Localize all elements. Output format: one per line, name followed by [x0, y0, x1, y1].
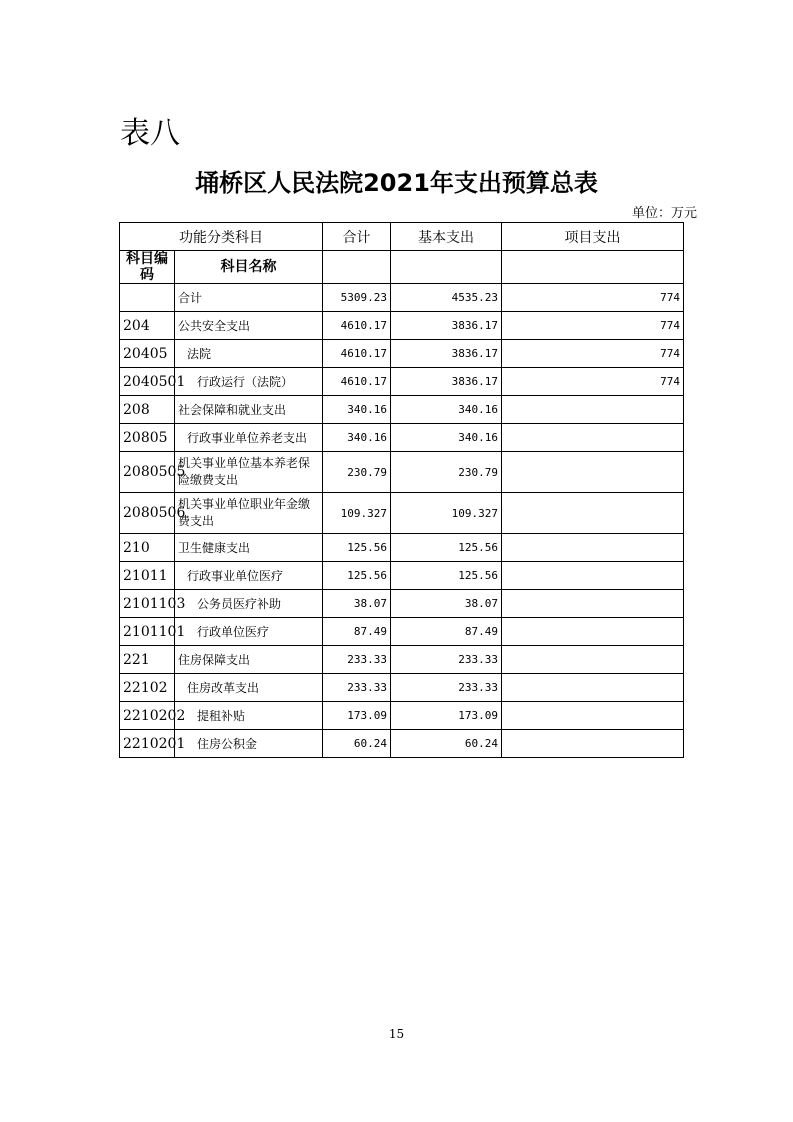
row-name: 社会保障和就业支出 [175, 396, 323, 424]
row-basic: 3836.17 [391, 340, 502, 368]
row-project: 774 [502, 284, 684, 312]
row-name: 卫生健康支出 [175, 534, 323, 562]
table-label: 表八 [120, 116, 180, 151]
row-code: 2080505 [120, 452, 175, 493]
row-name: 行政运行（法院） [175, 368, 323, 396]
row-basic: 4535.23 [391, 284, 502, 312]
row-total: 173.09 [323, 702, 391, 730]
header-basic: 基本支出 [391, 223, 502, 251]
row-code: 20405 [120, 340, 175, 368]
row-total: 340.16 [323, 396, 391, 424]
table-row [120, 424, 684, 452]
row-code [120, 284, 175, 312]
unit-label: 单位：万元 [631, 206, 697, 221]
row-project [502, 730, 684, 758]
row-basic: 125.56 [391, 534, 502, 562]
row-project [502, 562, 684, 590]
row-name: 公共安全支出 [175, 312, 323, 340]
row-total: 38.07 [323, 590, 391, 618]
header-row-1 [120, 223, 684, 251]
row-project [502, 646, 684, 674]
row-total: 233.33 [323, 674, 391, 702]
row-basic: 87.49 [391, 618, 502, 646]
table-row [120, 646, 684, 674]
row-project: 774 [502, 340, 684, 368]
row-project [502, 702, 684, 730]
page-number: 15 [388, 1027, 405, 1041]
row-code: 2101101 [120, 618, 175, 646]
row-total: 230.79 [323, 452, 391, 493]
document-title: 埇桥区人民法院2021年支出预算总表 [195, 169, 598, 197]
header-name: 科目名称 [175, 251, 323, 284]
row-name: 法院 [175, 340, 323, 368]
table-row [120, 562, 684, 590]
row-code: 20805 [120, 424, 175, 452]
row-name: 合计 [175, 284, 323, 312]
row-basic: 233.33 [391, 646, 502, 674]
row-project [502, 452, 684, 493]
row-total: 60.24 [323, 730, 391, 758]
table-row [120, 340, 684, 368]
row-basic: 340.16 [391, 396, 502, 424]
row-total: 125.56 [323, 534, 391, 562]
header-total: 合计 [323, 223, 391, 251]
row-project [502, 534, 684, 562]
row-code: 22102 [120, 674, 175, 702]
header-empty-cell [502, 251, 684, 284]
row-code: 204 [120, 312, 175, 340]
row-basic: 340.16 [391, 424, 502, 452]
row-name: 行政事业单位医疗 [175, 562, 323, 590]
row-project [502, 396, 684, 424]
header-functional-category: 功能分类科目 [120, 223, 323, 251]
row-name: 提租补贴 [175, 702, 323, 730]
row-basic: 38.07 [391, 590, 502, 618]
row-project: 774 [502, 368, 684, 396]
header-empty-cell [323, 251, 391, 284]
header-code: 科目编码 [120, 251, 175, 284]
row-name: 住房公积金 [175, 730, 323, 758]
row-code: 2040501 [120, 368, 175, 396]
row-name: 公务员医疗补助 [175, 590, 323, 618]
row-total: 4610.17 [323, 312, 391, 340]
table-row [120, 534, 684, 562]
row-name: 机关事业单位职业年金缴费支出 [175, 493, 323, 534]
row-code: 221 [120, 646, 175, 674]
row-code: 2080506 [120, 493, 175, 534]
row-code: 2210202 [120, 702, 175, 730]
table-row [120, 674, 684, 702]
row-project [502, 618, 684, 646]
row-total: 340.16 [323, 424, 391, 452]
row-basic: 125.56 [391, 562, 502, 590]
row-project [502, 493, 684, 534]
row-basic: 173.09 [391, 702, 502, 730]
header-project: 项目支出 [502, 223, 684, 251]
row-project: 774 [502, 312, 684, 340]
header-row-2 [120, 251, 684, 284]
row-name: 行政事业单位养老支出 [175, 424, 323, 452]
row-code: 2101103 [120, 590, 175, 618]
row-basic: 3836.17 [391, 368, 502, 396]
row-basic: 109.327 [391, 493, 502, 534]
table-row [120, 618, 684, 646]
row-project [502, 590, 684, 618]
header-empty-cell [391, 251, 502, 284]
table-row [120, 396, 684, 424]
table-row [120, 590, 684, 618]
row-name: 住房改革支出 [175, 674, 323, 702]
table-row [120, 730, 684, 758]
row-name: 住房保障支出 [175, 646, 323, 674]
row-basic: 3836.17 [391, 312, 502, 340]
table-row [120, 702, 684, 730]
row-total: 233.33 [323, 646, 391, 674]
row-code: 21011 [120, 562, 175, 590]
row-total: 4610.17 [323, 368, 391, 396]
row-name: 行政单位医疗 [175, 618, 323, 646]
table-row [120, 452, 684, 493]
row-total: 5309.23 [323, 284, 391, 312]
table-row [120, 368, 684, 396]
row-total: 4610.17 [323, 340, 391, 368]
budget-table [119, 222, 684, 758]
row-project [502, 674, 684, 702]
row-basic: 60.24 [391, 730, 502, 758]
table-row [120, 493, 684, 534]
row-total: 125.56 [323, 562, 391, 590]
row-name: 机关事业单位基本养老保险缴费支出 [175, 452, 323, 493]
row-total: 109.327 [323, 493, 391, 534]
row-code: 2210201 [120, 730, 175, 758]
table-row [120, 284, 684, 312]
row-basic: 233.33 [391, 674, 502, 702]
row-project [502, 424, 684, 452]
row-total: 87.49 [323, 618, 391, 646]
row-code: 208 [120, 396, 175, 424]
table-row [120, 312, 684, 340]
row-code: 210 [120, 534, 175, 562]
row-basic: 230.79 [391, 452, 502, 493]
